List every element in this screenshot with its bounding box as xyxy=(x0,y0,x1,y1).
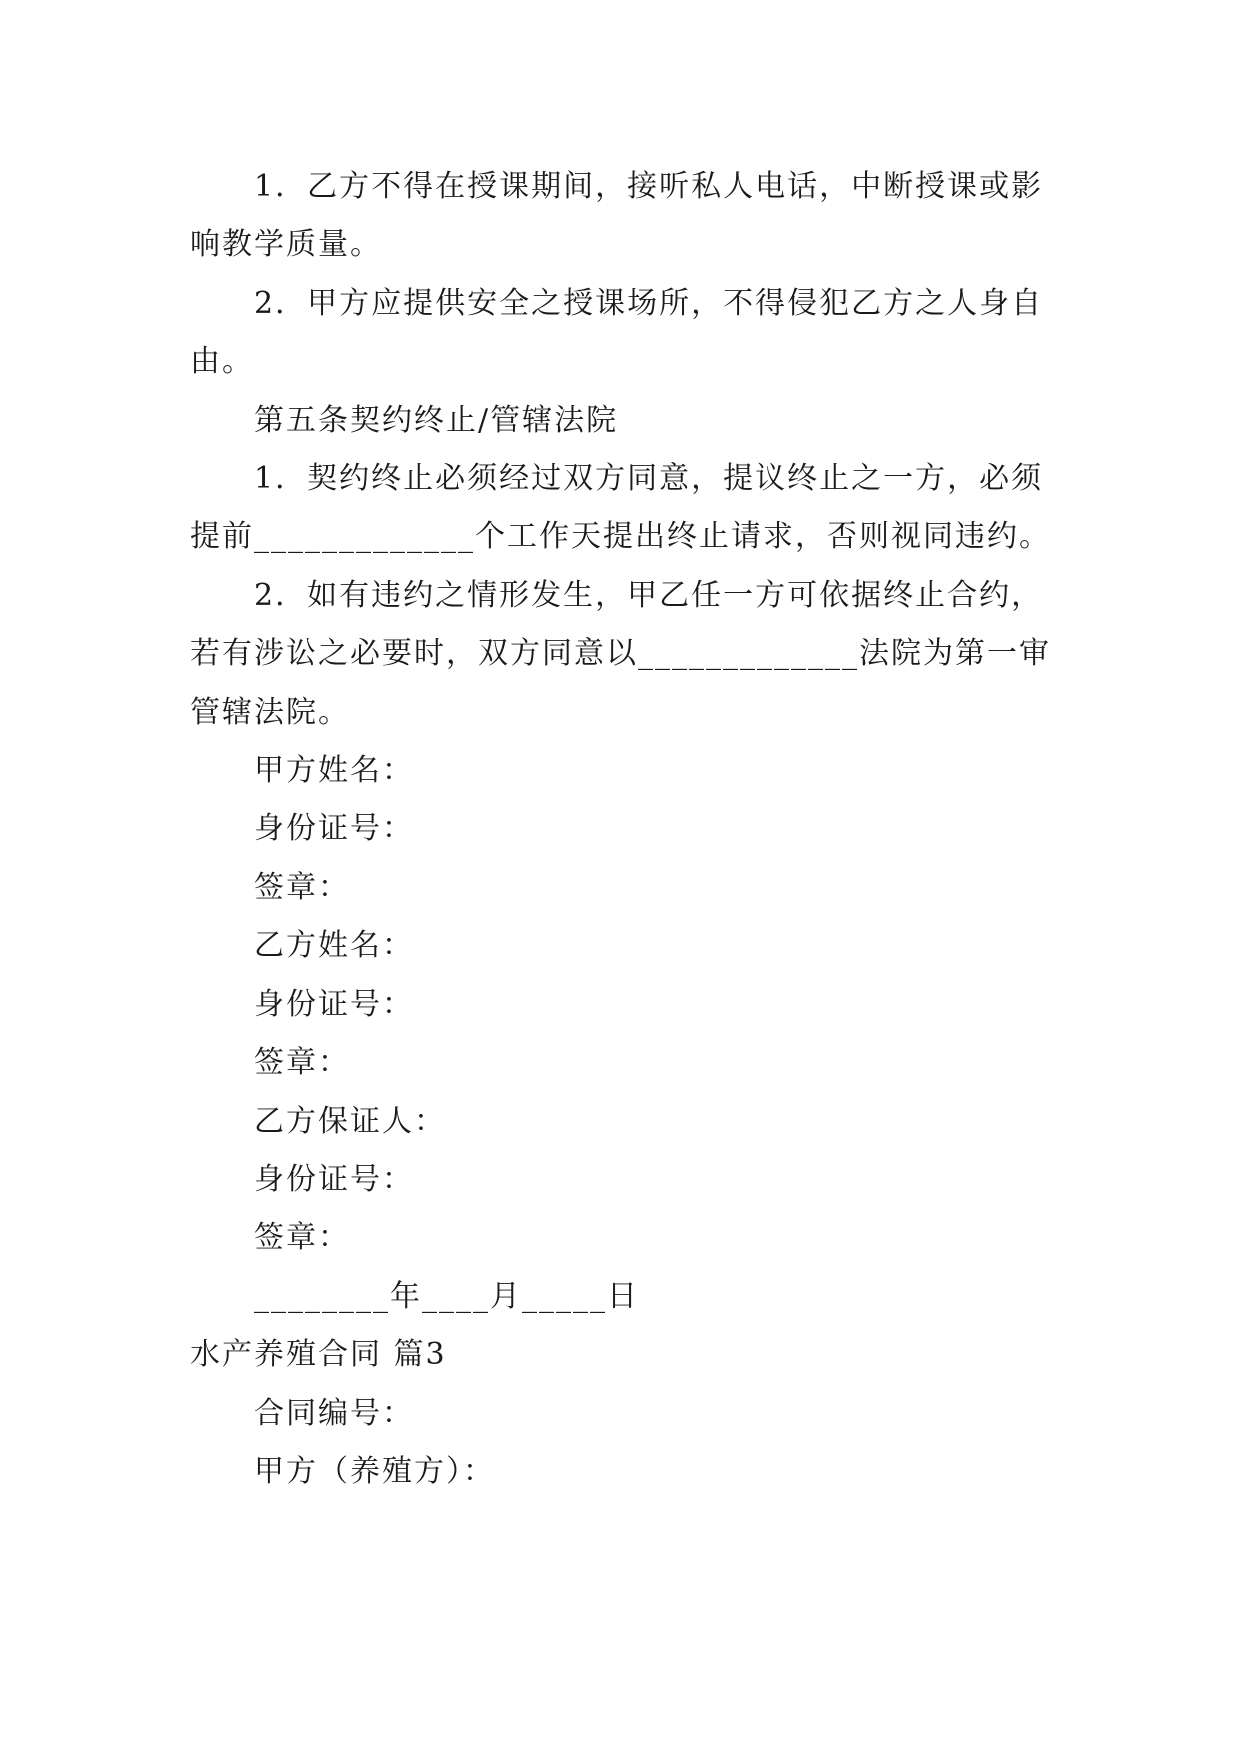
party-b-name-label: 乙方姓名： xyxy=(254,928,414,964)
clause-5-1: 1．契约终止必须经过双方同意，提议终止之一方，必须提前_____________个工作天提出终止请求，否则视同违约。 xyxy=(190,461,1051,555)
party-a-name-label: 甲方姓名： xyxy=(254,753,414,789)
party-b-id-label: 身份证号： xyxy=(254,986,414,1022)
party-a-id-label: 身份证号： xyxy=(254,811,414,847)
document-body xyxy=(190,158,1060,1501)
party-b-seal-label: 签章： xyxy=(254,1045,350,1081)
clause-5-2: 2．如有违约之情形发生，甲乙任一方可依据终止合约，若有涉讼之必要时，双方同意以_____________法院为第一审管辖法院。 xyxy=(190,577,1051,730)
guarantor-id-label: 身份证号： xyxy=(254,1161,414,1197)
party-a-seal-label: 签章： xyxy=(254,869,350,905)
guarantor-seal-label: 签章： xyxy=(254,1220,350,1256)
contract-number-label: 合同编号： xyxy=(254,1395,414,1431)
guarantor-label: 乙方保证人： xyxy=(254,1103,446,1139)
article-5-title: 第五条契约终止/管辖法院 xyxy=(254,402,619,438)
section-3-title: 水产养殖合同 篇3 xyxy=(190,1337,447,1373)
clause-4-2: 2．甲方应提供安全之授课场所，不得侵犯乙方之人身自由。 xyxy=(190,285,1044,380)
clause-4-1: 1．乙方不得在授课期间，接听私人电话，中断授课或影响教学质量。 xyxy=(190,169,1044,263)
party-a-farmer-label: 甲方（养殖方）： xyxy=(254,1453,495,1489)
date-line: ________年____月_____日 xyxy=(254,1278,639,1314)
